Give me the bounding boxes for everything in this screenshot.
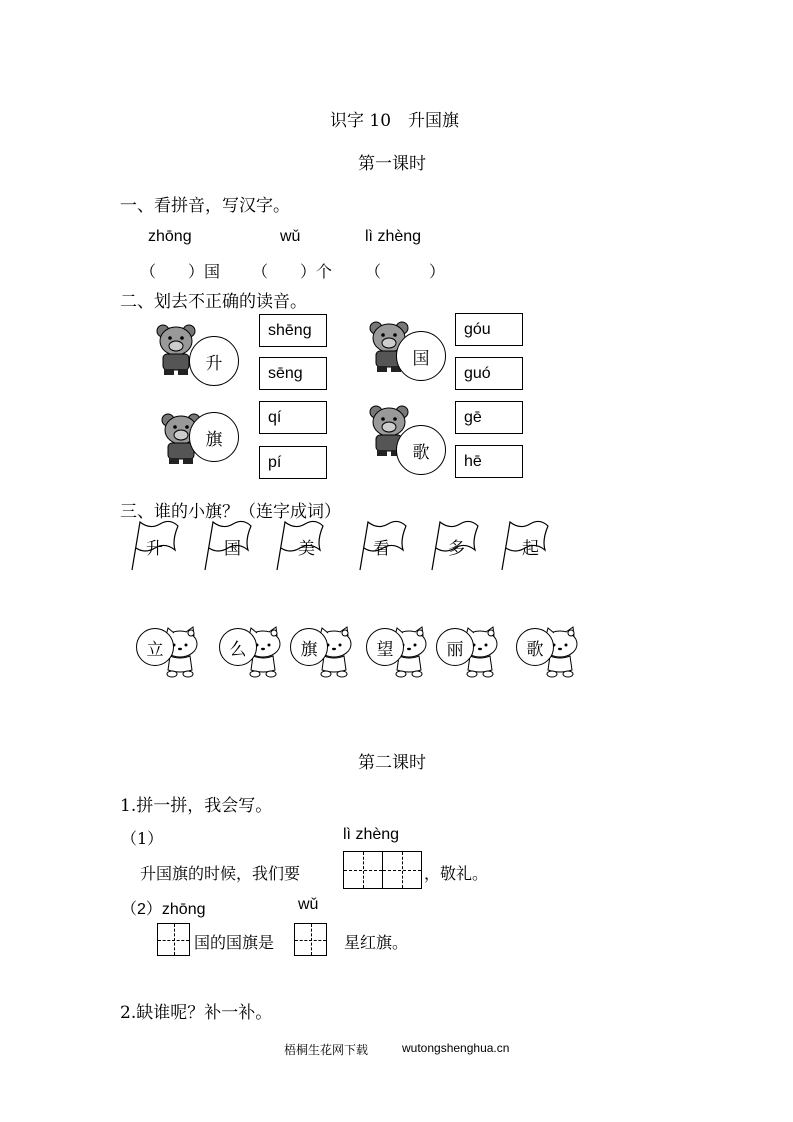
pinyin-option[interactable]: guó — [455, 357, 523, 390]
p1-sub2-label: （2）zhōnɡ — [121, 901, 206, 918]
p1-sub1-text-after: ，敬礼。 — [424, 864, 489, 883]
q2-char-circle: 升 — [189, 336, 239, 386]
q1-pinyin-1: zhōnɡ — [148, 228, 192, 245]
pinyin-option[interactable]: sēng — [259, 357, 327, 390]
p1-sub2-text-mid: 国的国旗是 — [194, 933, 275, 952]
q1-blank-1[interactable]: （ ）国 — [140, 262, 221, 281]
flag-char: 起 — [522, 539, 539, 559]
kitty-char-circle[interactable]: 望 — [366, 628, 404, 666]
lesson-one-title: 第一课时 — [358, 154, 426, 174]
q2-heading: 二、划去不正确的读音。 — [120, 292, 307, 312]
p1-sub1-text-before: 升国旗的时候，我们要 — [140, 864, 301, 883]
pinyin-option[interactable]: gē — [455, 401, 523, 434]
q1-heading: 一、看拼音，写汉字。 — [120, 196, 290, 216]
flag-char: 多 — [448, 539, 465, 559]
writing-grid-box[interactable] — [294, 923, 327, 956]
kitty-char-circle[interactable]: 歌 — [516, 628, 554, 666]
lesson-two-title: 第二课时 — [358, 753, 426, 773]
pinyin-option[interactable]: qí — [259, 401, 327, 434]
p1-heading: 1.拼一拼，我会写。 — [120, 796, 273, 816]
pinyin-option[interactable]: góu — [455, 313, 523, 346]
writing-grid-box[interactable] — [343, 851, 383, 889]
flag-char: 美 — [298, 539, 315, 559]
pinyin-option[interactable]: pí — [259, 446, 327, 479]
kitty-char-circle[interactable]: 旗 — [290, 628, 328, 666]
q3-heading: 三、谁的小旗？（连字成词） — [120, 502, 341, 522]
q2-char-circle: 旗 — [189, 412, 239, 462]
writing-grid-box[interactable] — [382, 851, 422, 889]
kitty-char-circle[interactable]: 丽 — [436, 628, 474, 666]
flag-char: 国 — [224, 539, 241, 559]
flag-char: 看 — [373, 539, 390, 559]
q2-char-circle: 国 — [396, 331, 446, 381]
footer-site-url[interactable]: wutongshenghua.cn — [402, 1041, 510, 1055]
q1-pinyin-2: wǔ — [280, 228, 301, 245]
p1-sub1-pinyin: lì zhènɡ — [343, 826, 400, 843]
q1-pinyin-3: lì zhènɡ — [365, 228, 422, 245]
kitty-char-circle[interactable]: 么 — [219, 628, 257, 666]
p1-sub2-text-after: 星红旗。 — [344, 933, 409, 952]
page-title: 识字 10 升国旗 — [330, 111, 460, 131]
writing-grid-box[interactable] — [157, 923, 190, 956]
q1-blank-2[interactable]: （ ）个 — [252, 262, 333, 281]
p1-sub2-pinyin: wǔ — [298, 896, 319, 913]
p2-heading: 2.缺谁呢？补一补。 — [120, 1003, 273, 1023]
q1-blank-3[interactable]: （ ） — [365, 262, 446, 281]
p1-sub1-label: （1） — [121, 829, 164, 848]
footer-site-cn: 梧桐生花网下载 — [284, 1043, 369, 1057]
flag-char: 升 — [146, 539, 163, 559]
kitty-char-circle[interactable]: 立 — [136, 628, 174, 666]
pinyin-option[interactable]: shēng — [259, 314, 327, 347]
q2-char-circle: 歌 — [396, 425, 446, 475]
pinyin-option[interactable]: hē — [455, 445, 523, 478]
